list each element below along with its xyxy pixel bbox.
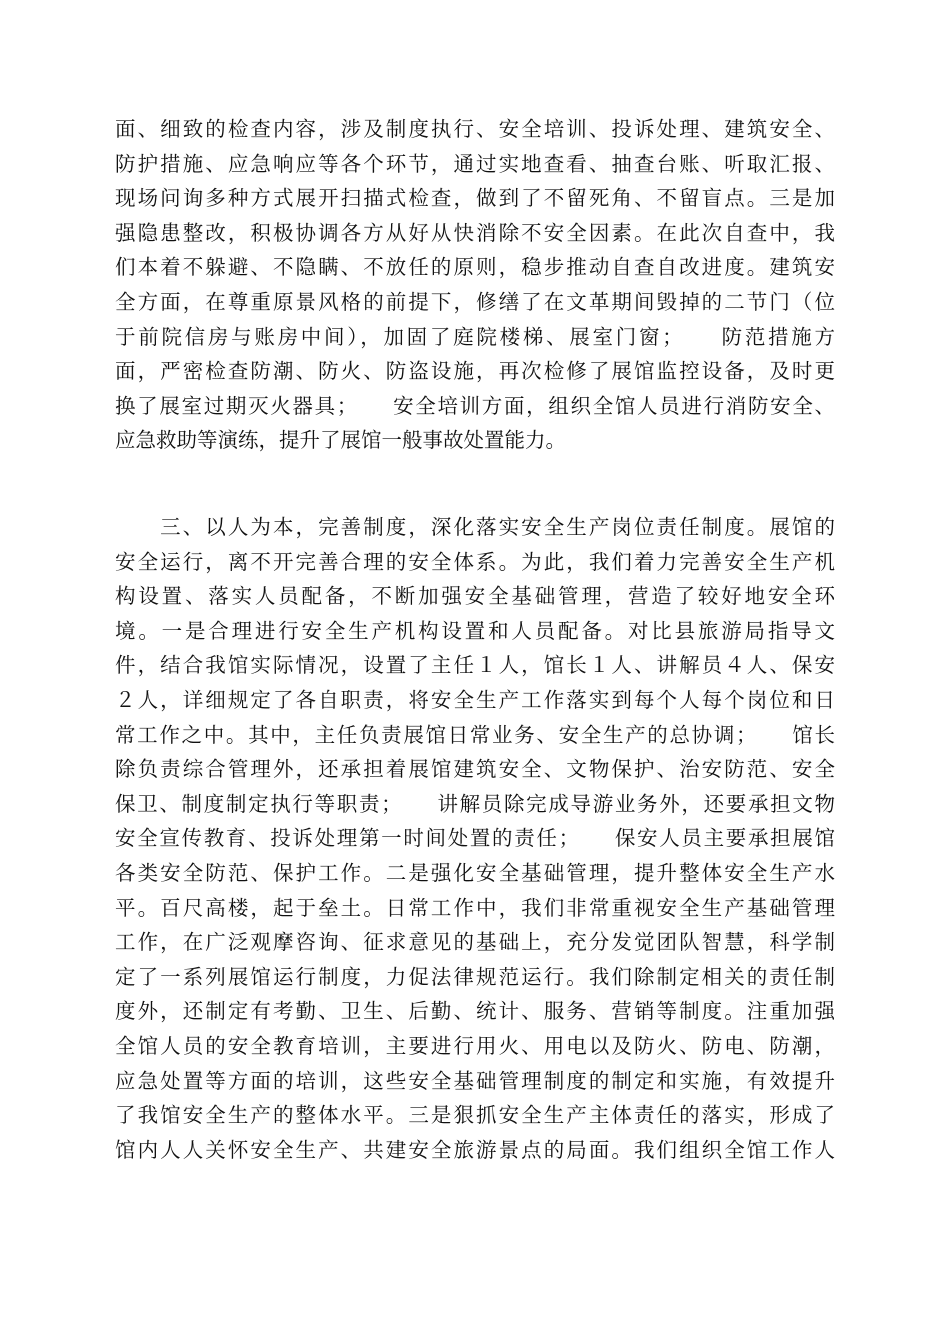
text-line: 馆内人人关怀安全生产、共建安全旅游景点的局面。我们组织全馆工作人 — [115, 1137, 835, 1162]
text-line: 现场问询多种方式展开扫描式检查，做到了不留死角、不留盲点。三是加 — [115, 186, 835, 211]
paragraph-section-three-responsibility — [115, 510, 835, 1167]
text-line: 了我馆安全生产的整体水平。三是狠抓安全生产主体责任的落实，形成了 — [115, 1103, 835, 1128]
text-line: 工作，在广泛观摩咨询、征求意见的基础上，充分发觉团队智慧，科学制 — [115, 930, 835, 955]
text-line: 境。一是合理进行安全生产机构设置和人员配备。对比县旅游局指导文 — [115, 618, 835, 643]
text-line: ２人，详细规定了各自职责，将安全生产工作落实到每个人每个岗位和日 — [115, 687, 835, 712]
text-line: 面，严密检查防潮、防火、防盗设施，再次检修了展馆监控设备，及时更 — [115, 359, 835, 384]
text-line: 们本着不躲避、不隐瞒、不放任的原则，稳步推动自查自改进度。建筑安 — [115, 255, 835, 280]
section-heading-line: 三、以人为本，完善制度，深化落实安全生产岗位责任制度。展馆的 — [115, 515, 835, 539]
text-line: 常工作之中。其中，主任负责展馆日常业务、安全生产的总协调； 馆长 — [115, 722, 835, 747]
text-line: 构设置、落实人员配备，不断加强安全基础管理，营造了较好地安全环 — [115, 584, 835, 609]
text-line: 应急处置等方面的培训，这些安全基础管理制度的制定和实施，有效提升 — [115, 1068, 835, 1093]
text-line: 换了展室过期灭火器具； 安全培训方面，组织全馆人员进行消防安全、 — [115, 393, 835, 418]
text-line: 平。百尺高楼，起于垒土。日常工作中，我们非常重视安全生产基础管理 — [115, 895, 835, 920]
text-line: 面、细致的检查内容，涉及制度执行、安全培训、投诉处理、建筑安全、 — [115, 117, 835, 141]
text-line: 度外，还制定有考勤、卫生、后勤、统计、服务、营销等制度。注重加强 — [115, 999, 835, 1024]
text-line: 保卫、制度制定执行等职责； 讲解员除完成导游业务外，还要承担文物 — [115, 791, 835, 816]
text-line: 全馆人员的安全教育培训，主要进行用火、用电以及防火、防电、防潮， — [115, 1033, 835, 1058]
text-line: 件，结合我馆实际情况，设置了主任１人，馆长１人、讲解员４人、保安 — [115, 653, 835, 678]
text-line: 于前院信房与账房中间），加固了庭院楼梯、展室门窗； 防范措施方 — [115, 324, 835, 349]
paragraph-inspection-and-rectification — [115, 112, 835, 458]
text-line: 定了一系列展馆运行制度，力促法律规范运行。我们除制定相关的责任制 — [115, 964, 835, 989]
text-line: 除负责综合管理外，还承担着展馆建筑安全、文物保护、治安防范、安全 — [115, 757, 835, 782]
text-line: 应急救助等演练，提升了展馆一般事故处置能力。 — [115, 428, 566, 453]
text-line: 强隐患整改，积极协调各方从好从快消除不安全因素。在此次自查中，我 — [115, 220, 835, 245]
text-line: 全方面，在尊重原景风格的前提下，修缮了在文革期间毁掉的二节门（位 — [115, 289, 835, 314]
text-line: 各类安全防范、保护工作。二是强化安全基础管理，提升整体安全生产水 — [115, 860, 835, 885]
text-line: 防护措施、应急响应等各个环节，通过实地查看、抽查台账、听取汇报、 — [115, 151, 835, 176]
text-line: 安全运行，离不开完善合理的安全体系。为此，我们着力完善安全生产机 — [115, 549, 835, 574]
text-line: 安全宣传教育、投诉处理第一时间处置的责任； 保安人员主要承担展馆 — [115, 826, 835, 851]
